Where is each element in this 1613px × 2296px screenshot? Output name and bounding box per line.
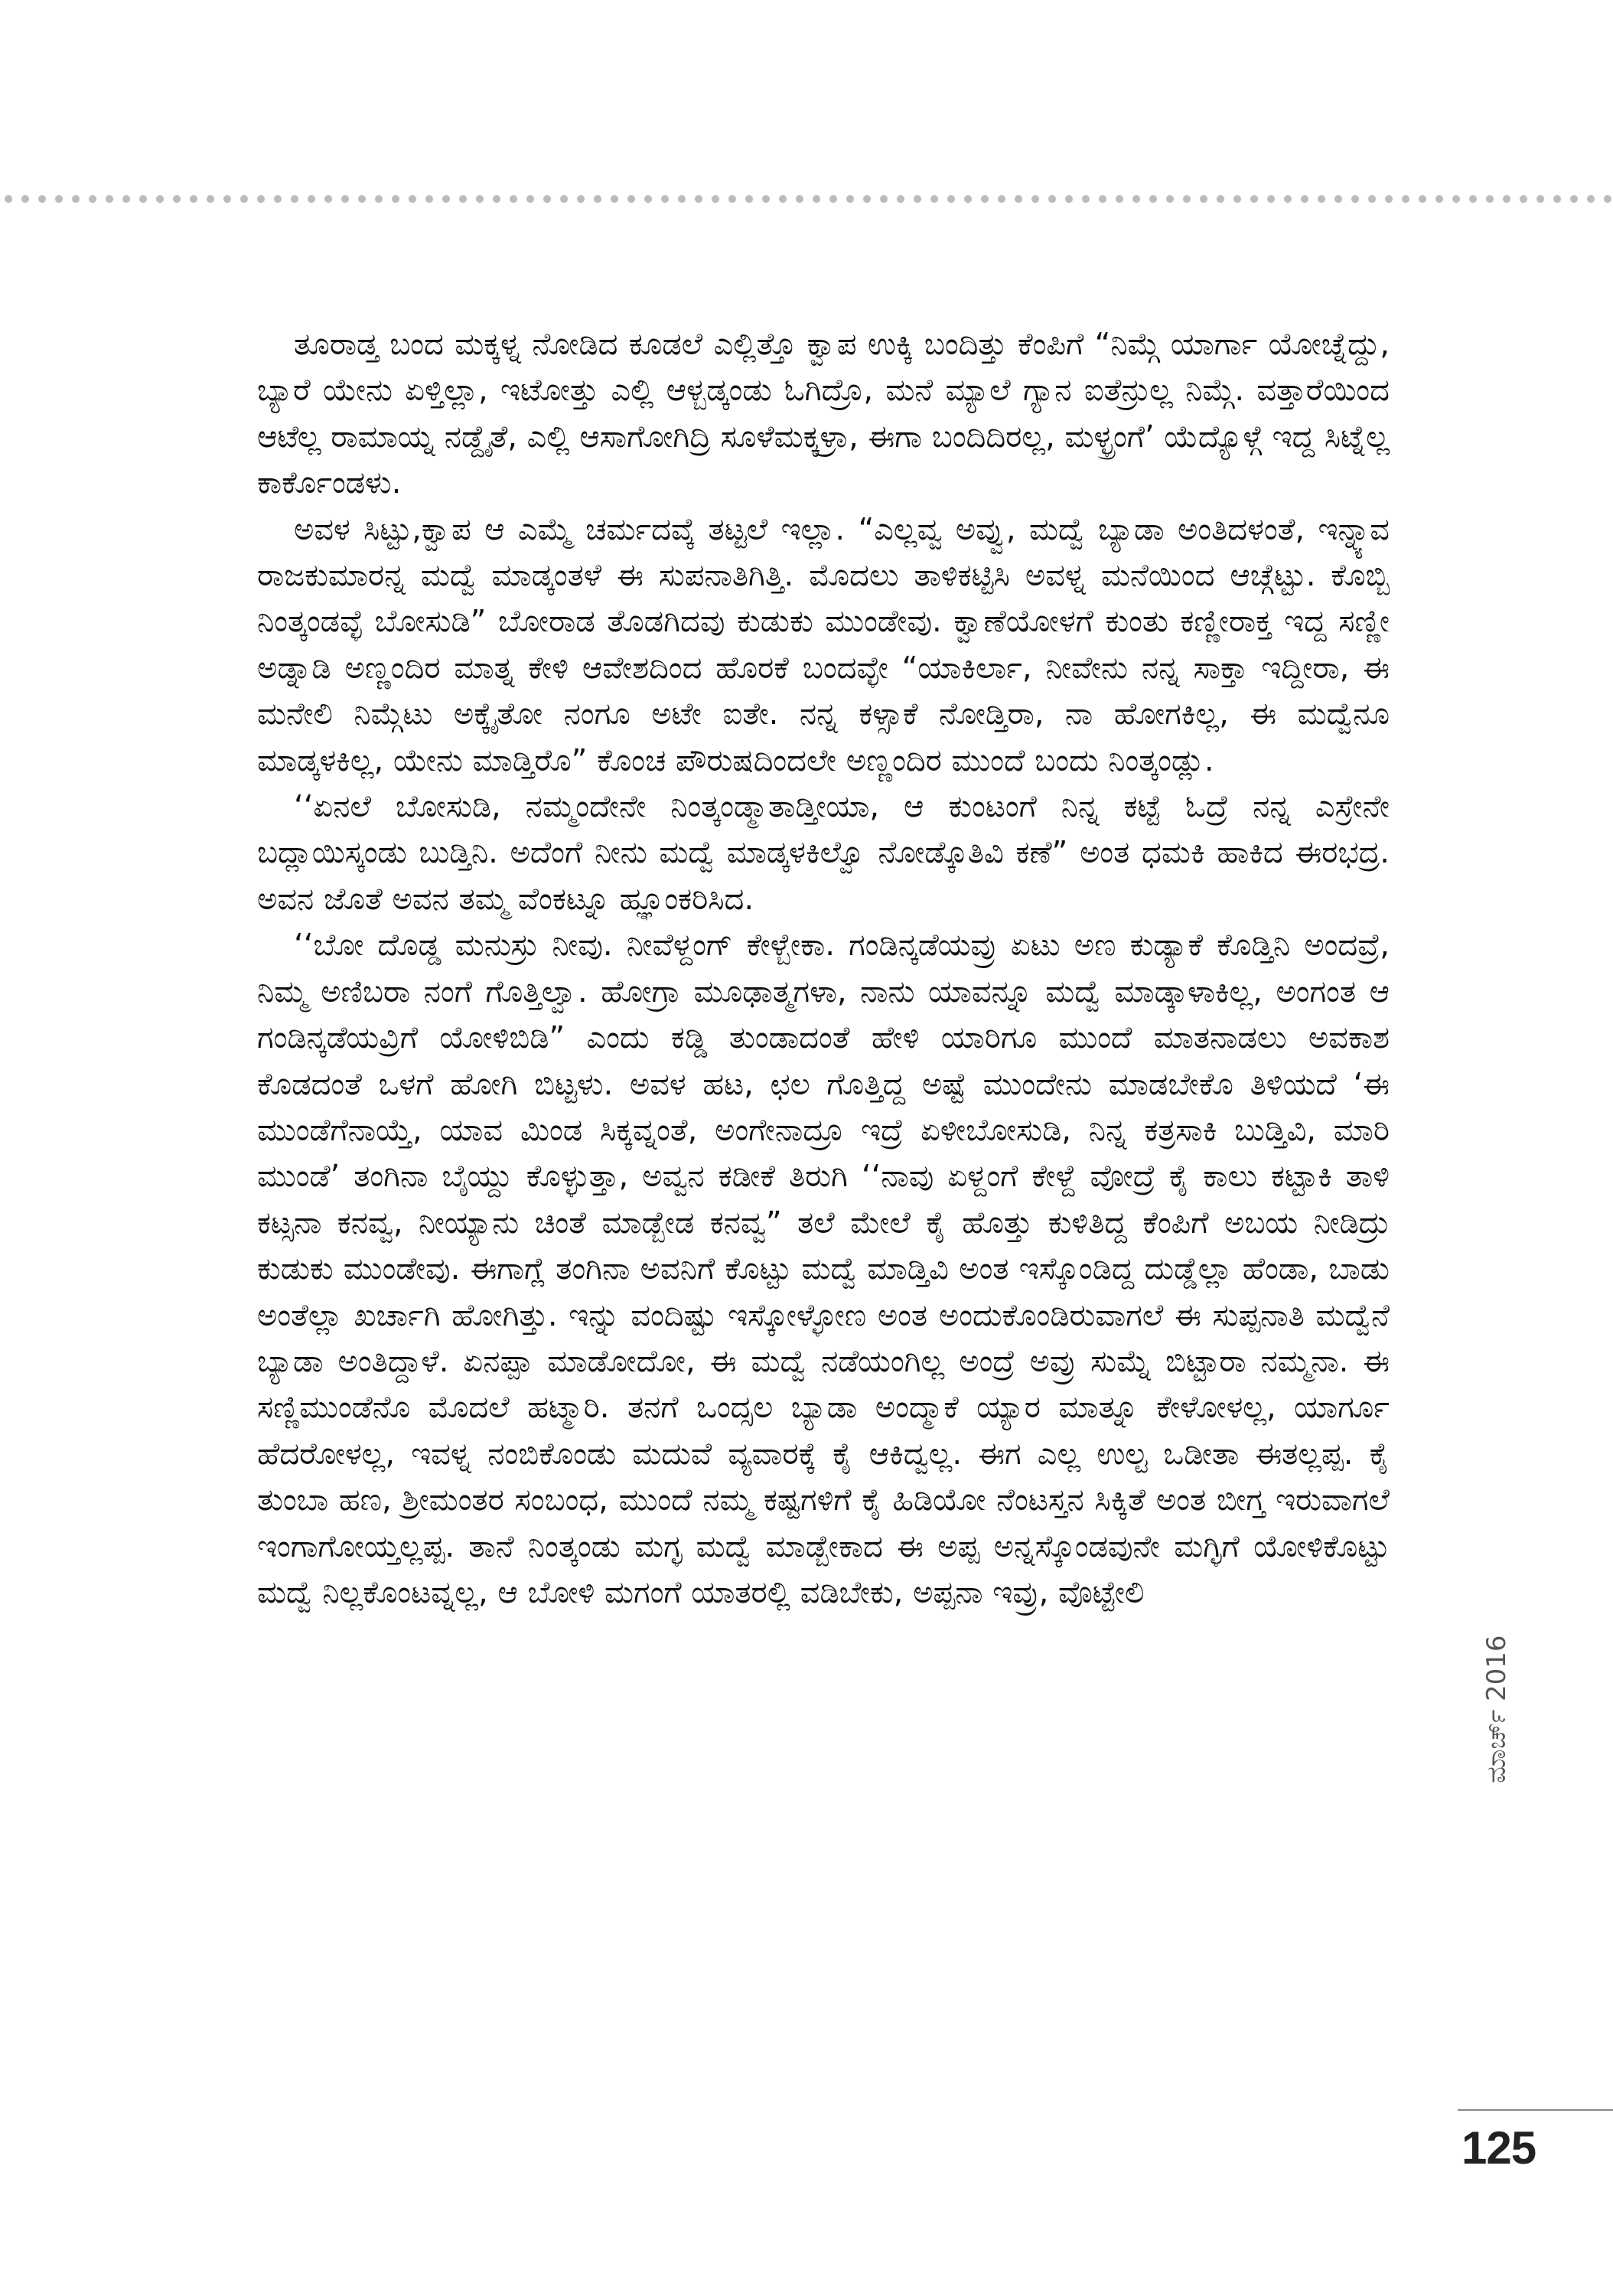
paragraph: ಅವಳ ಸಿಟ್ಟು,ಕ್ವಾಪ ಆ ಎಮ್ಮೆ ಚರ್ಮದವ್ಕೆ ತಟ್ಟಲೆ ಇಲ್ಲಾ. “ಎಲ್ಲವ್ವ ಅವ್ವು, ಮದ್ವೆ ಬ್ಯಾಡಾ ಅಂತಿದಳಂತೆ, ಇನ್ನ್ಯಾವ ರಾಜಕುಮಾರನ್ನ ಮದ್ವೆ ಮಾಡ್ಕಂತಳೆ ಈ ಸುಪನಾತಿಗಿತ್ತಿ. ಮೊದಲು ತಾಳಿಕಟ್ಟಿಸಿ ಅವಳ್ನ ಮನೆಯಿಂದ ಆಚ್ಗೆಟ್ಟು. ಕೊಬ್ಬಿ ನಿಂತ್ಕಂಡವ್ಳೆ ಬೋಸುಡಿ” ಬೋರಾಡ ತೊಡಗಿದವು ಕುಡುಕು ಮುಂಡೇವು. ಕ್ವಾಣೆಯೋಳಗೆ ಕುಂತು ಕಣ್ಣೀರಾಕ್ತ ಇದ್ದ ಸಣ್ಣೀ ಅಡ್ನಾಡಿ ಅಣ್ಣಂದಿರ ಮಾತ್ನ ಕೇಳಿ ಆವೇಶದಿಂದ ಹೊರಕೆ ಬಂದವ್ಳೇ “ಯಾಕಿರ್ಲಾ, ನೀವೇನು ನನ್ನ ಸಾಕ್ತಾ ಇದ್ದೀರಾ, ಈ ಮನೇಲಿ ನಿಮ್ಗೆಟು ಅಕ್ಕೈತೋ ನಂಗೂ ಅಟೇ ಐತೇ. ನನ್ನ ಕಳ್ಸಾಕೆ ನೋಡ್ತಿರಾ, ನಾ ಹೋಗಕಿಲ್ಲ, ಈ ಮದ್ವೆನೂ ಮಾಡ್ಕಳಕಿಲ್ಲ, ಯೇನು ಮಾಡ್ತಿರೊ” ಕೊಂಚ ಪೌರುಷದಿಂದಲೇ ಅಣ್ಣಂದಿರ ಮುಂದೆ ಬಂದು ನಿಂತ್ಕಂಡ್ಲು. [257,511,1390,778]
page-number-rule [1458,2109,1613,2111]
paragraph: ‘‘ಬೋ ದೊಡ್ಡ ಮನುಸ್ರು ನೀವು. ನೀವೆಳ್ದಂಗ್ ಕೇಳ್ಬೇಕಾ. ಗಂಡಿನ್ಕಡೆಯವ್ರು ಏಟು ಅಣ ಕುಡ್ಯಾಕೆ ಕೊಡ್ತಿನಿ ಅಂದವ್ರೆ, ನಿಮ್ಮ ಅಣಿಬರಾ ನಂಗೆ ಗೊತ್ತಿಲ್ವಾ. ಹೋಗ್ರಾ ಮೂಢಾತ್ಮಗಳಾ, ನಾನು ಯಾವನ್ನೂ ಮದ್ವೆ ಮಾಡ್ಕಾಳಾಕಿಲ್ಲ, ಅಂಗಂತ ಆ ಗಂಡಿನ್ಕಡೆಯವ್ರಿಗೆ ಯೋಳಿಬಿಡಿ” ಎಂದು ಕಡ್ಡಿ ತುಂಡಾದಂತೆ ಹೇಳಿ ಯಾರಿಗೂ ಮುಂದೆ ಮಾತನಾಡಲು ಅವಕಾಶ ಕೊಡದಂತೆ ಒಳಗೆ ಹೋಗಿ ಬಿಟ್ಟಳು. ಅವಳ ಹಟ, ಛಲ ಗೊತ್ತಿದ್ದ ಅಷ್ಟೆ ಮುಂದೇನು ಮಾಡಬೇಕೊ ತಿಳಿಯದೆ ‘ಈ ಮುಂಡೆಗೆನಾಯ್ತೆ, ಯಾವ ಮಿಂಡ ಸಿಕ್ಕವ್ನಂತೆ, ಅಂಗೇನಾದ್ರೂ ಇದ್ರೆ ಏಳೀಬೋಸುಡಿ, ನಿನ್ನ ಕತ್ರಸಾಕಿ ಬುಡ್ತಿವಿ, ಮಾರಿ ಮುಂಡೆ’ ತಂಗಿನಾ ಬೈಯ್ದು ಕೊಳ್ಳುತ್ತಾ, ಅವ್ವನ ಕಡೀಕೆ ತಿರುಗಿ ‘‘ನಾವು ಏಳ್ದಂಗೆ ಕೇಳ್ದೆ ವೋದ್ರೆ ಕೈ ಕಾಲು ಕಟ್ಟಾಕಿ ತಾಳಿ ಕಟ್ಸನಾ ಕನವ್ವ, ನೀಯ್ಯಾನು ಚಿಂತೆ ಮಾಡ್ಬೇಡ ಕನವ್ವ” ತಲೆ ಮೇಲೆ ಕೈ ಹೊತ್ತು ಕುಳಿತಿದ್ದ ಕೆಂಪಿಗೆ ಅಬಯ ನೀಡಿದ್ರು ಕುಡುಕು ಮುಂಡೇವು. ಈಗಾಗ್ಲೆ ತಂಗಿನಾ ಅವನಿಗೆ ಕೊಟ್ಟು ಮದ್ವೆ ಮಾಡ್ತಿವಿ ಅಂತ ಇಸ್ಕೊಂಡಿದ್ದ ದುಡ್ಡೆಲ್ಲಾ ಹೆಂಡಾ, ಬಾಡು ಅಂತೆಲ್ಲಾ ಖರ್ಚಾಗಿ ಹೋಗಿತ್ತು. ಇನ್ನು ವಂದಿಷ್ಟು ಇಸ್ಕೋಳ್ಳೋಣ ಅಂತ ಅಂದುಕೊಂಡಿರುವಾಗಲೆ ಈ ಸುಪ್ಪನಾತಿ ಮದ್ವೆನೆ ಬ್ಯಾಡಾ ಅಂತಿದ್ದಾಳೆ. ಏನಪ್ಪಾ ಮಾಡೋದೋ, ಈ ಮದ್ವೆ ನಡೆಯಂಗಿಲ್ಲ ಅಂದ್ರೆ ಅವ್ರು ಸುಮ್ನೆ ಬಿಟ್ಟಾರಾ ನಮ್ಮನಾ. ಈ ಸಣ್ಣಿಮುಂಡೆನೊ ಮೊದಲೆ ಹಟ್ಮಾರಿ. ತನಗೆ ಒಂದ್ಸಲ ಬ್ಯಾಡಾ ಅಂದ್ಮಾಕೆ ಯ್ಯಾರ ಮಾತ್ನೂ ಕೇಳೋಳಲ್ಲ, ಯಾರ್ಗೂ ಹೆದರೋಳಲ್ಲ, ಇವಳ್ನ ನಂಬಿಕೊಂಡು ಮದುವೆ ವ್ಯವಾರಕ್ಕೆ ಕೈ ಆಕಿದ್ವಲ್ಲ. ಈಗ ಎಲ್ಲ ಉಲ್ಟ ಒಡೀತಾ ಈತಲ್ಲಪ್ಪ. ಕೈ ತುಂಬಾ ಹಣ, ಶ್ರೀಮಂತರ ಸಂಬಂಧ, ಮುಂದೆ ನಮ್ಮ ಕಷ್ಟಗಳಿಗೆ ಕೈ ಹಿಡಿಯೋ ನೆಂಟಸ್ತನ ಸಿಕ್ಕಿತೆ ಅಂತ ಬೀಗ್ತ ಇರುವಾಗಲೆ ಇಂಗಾಗೋಯ್ತಲ್ಲಪ್ಪ. ತಾನೆ ನಿಂತ್ಕಂಡು ಮಗ್ಳ ಮದ್ವೆ ಮಾಡ್ಬೇಕಾದ ಈ ಅಪ್ಪ ಅನ್ನಸ್ಕೊಂಡವುನೇ ಮಗ್ಳಿಗೆ ಯೋಳಿಕೊಟ್ಟು ಮದ್ವೆ ನಿಲ್ಲಕೊಂಟವ್ನಲ್ಲ, ಆ ಬೋಳಿ ಮಗಂಗೆ ಯಾತರಲ್ಲಿ ವಡಿಬೇಕು, ಅಪ್ಪನಾ ಇವ್ರು, ವೊಟ್ಟೇಲಿ [257,928,1390,1610]
dotted-separator [0,194,1613,204]
paragraph: ತೂರಾಡ್ತ ಬಂದ ಮಕ್ಕಳ್ನ ನೋಡಿದ ಕೂಡಲೆ ಎಲ್ಲಿತ್ತೊ ಕ್ವಾಪ ಉಕ್ಕಿ ಬಂದಿತ್ತು ಕೆಂಪಿಗೆ “ನಿಮ್ಗೆ ಯಾರ್ಗಾ ಯೋಚ್ನೆದ್ದು, ಬ್ಯಾರೆ ಯೇನು ಏಳ್ತಿಲ್ಲಾ, ಇಟೋತ್ತು ಎಲ್ಲಿ ಆಳ್ಬಡ್ಕಂಡು ಓಗಿದ್ರೊ, ಮನೆ ಮ್ಯಾಲೆ ಗ್ಯಾನ ಐತೆನ್ರುಲ್ಲ ನಿಮ್ಗೆ. ವತ್ತಾರೆಯಿಂದ ಆಟೆಲ್ಲ ರಾಮಾಯ್ನ ನಡ್ದೈತೆ, ಎಲ್ಲಿ ಆಸಾಗೋಗಿದ್ರಿ ಸೂಳೆಮಕ್ಕಳ್ರಾ, ಈಗಾ ಬಂದಿದಿರಲ್ಲ, ಮಳ್ಳ್ರಂಗೆ’ ಯೆದ್ಯೊಳ್ಗೆ ಇದ್ದ ಸಿಟ್ನೆಲ್ಲ ಕಾರ್ಕೊಂಡಳು. [257,327,1390,501]
paragraph: ‘‘ಏನಲೆ ಬೋಸುಡಿ, ನಮ್ಮಂದೇನೇ ನಿಂತ್ಕಂಡ್ಮಾತಾಡ್ತೀಯಾ, ಆ ಕುಂಟಂಗೆ ನಿನ್ನ ಕಟ್ಟೆ ಓದ್ರೆ ನನ್ನ ಎಸ್ರೇನೇ ಬದ್ಲಾಯಿಸ್ಕಂಡು ಬುಡ್ತಿನಿ. ಅದೆಂಗೆ ನೀನು ಮದ್ವೆ ಮಾಡ್ಕಳಕಿಲ್ವೊ ನೋಡ್ಕೊತಿವಿ ಕಣೆ” ಅಂತ ಧಮಕಿ ಹಾಕಿದ ಈರಭದ್ರ. ಅವನ ಜೊತೆ ಅವನ ತಮ್ಮ ವೆಂಕಟ್ನೂ ಹ್ಞೂಂಕರಿಸಿದ. [257,789,1390,917]
article-body [257,321,1390,1616]
issue-date-vertical: ಮಾರ್ಚ್ 2016 [1481,1635,1512,1783]
page-number: 125 [1461,2122,1536,2174]
